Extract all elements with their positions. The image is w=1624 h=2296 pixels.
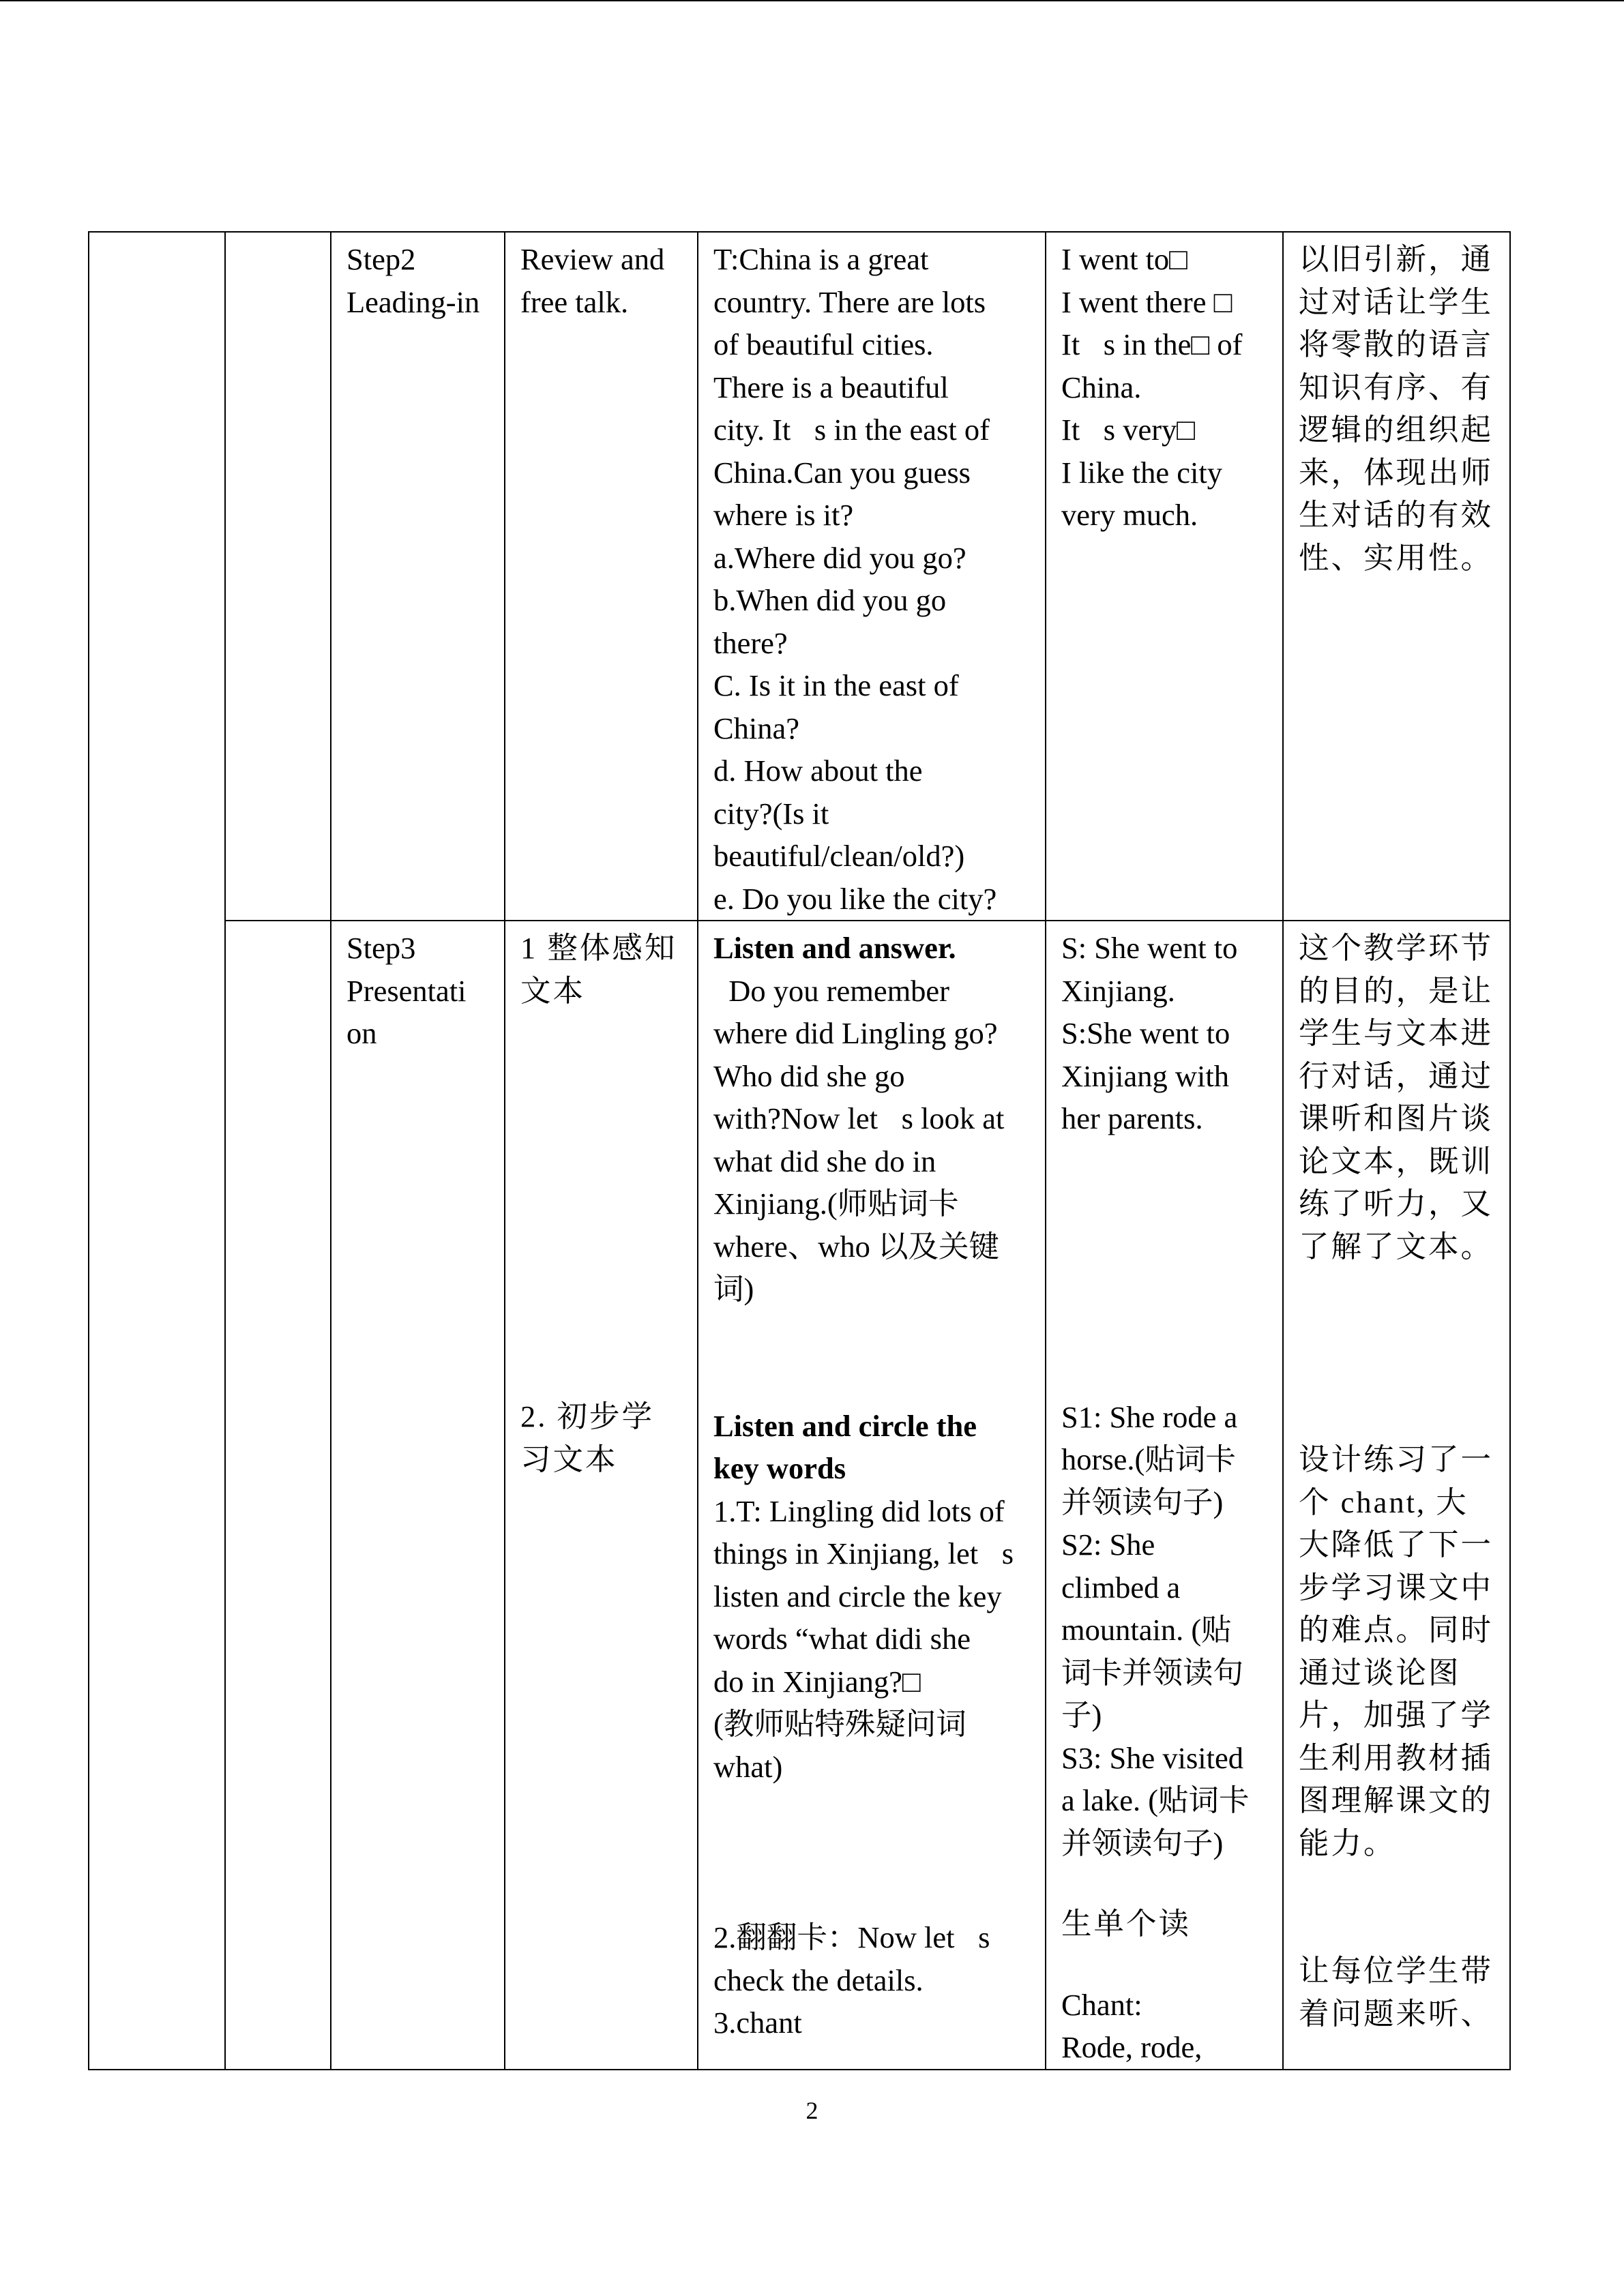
student-line: I went there □ — [1061, 284, 1232, 319]
purpose-line: 让每位学生带 — [1299, 1954, 1494, 1988]
step-cell — [331, 921, 505, 2070]
student-line: S3: She visited — [1061, 1740, 1244, 1775]
teacher-line: beautiful/clean/old?) — [713, 839, 965, 873]
teacher-line: China? — [713, 711, 800, 745]
teacher-line: There is a beautiful — [713, 370, 949, 404]
teacher-line: a.Where did you go? — [713, 540, 966, 575]
teacher-line: e. Do you like the city? — [713, 881, 997, 916]
teacher-line: d. How about the — [713, 754, 923, 788]
purpose-line: 能力。 — [1299, 1825, 1396, 1860]
purpose-line: 这个教学环节 — [1299, 931, 1494, 965]
student-line: S1: She rode a — [1061, 1399, 1238, 1434]
purpose-line: 将零散的语言 — [1299, 327, 1494, 361]
teacher-line: where、who 以及关键 — [713, 1229, 999, 1264]
step-label: Presentati — [346, 973, 467, 1008]
task-heading: Listen and answer. — [713, 931, 956, 965]
purpose-line: 片，加强了学 — [1299, 1698, 1494, 1732]
purpose-line: 步学习课文中 — [1299, 1570, 1494, 1605]
student-line: Rode, rode, — [1061, 2030, 1202, 2064]
student-line: Xinjiang with — [1061, 1058, 1229, 1093]
teacher-line: C. Is it in the east of — [713, 668, 959, 702]
teacher-activity-cell — [698, 921, 1046, 2070]
purpose-line: 生利用教材插 — [1299, 1740, 1494, 1775]
student-line: 并领读句子) — [1061, 1485, 1224, 1519]
step-label: Leading-in — [346, 284, 480, 319]
student-line: It s very□ — [1061, 413, 1179, 447]
task-heading: Listen and circle the — [713, 1408, 977, 1443]
activity-line: 习文本 — [520, 1442, 618, 1476]
teacher-line: 3.chant — [713, 2006, 802, 2040]
student-line: S2: She — [1061, 1527, 1155, 1562]
teacher-line: with?Now let s look at — [713, 1101, 988, 1135]
activity-cell — [505, 921, 698, 2070]
purpose-line: 以旧引新，通 — [1299, 242, 1494, 276]
purpose-line: 设计练习了一 — [1299, 1442, 1494, 1476]
purpose-line: 来，体现出师 — [1299, 455, 1494, 490]
purpose-line: 通过谈论图 — [1299, 1655, 1461, 1690]
step-label: Step2 — [346, 242, 416, 276]
table-row-step3 — [89, 921, 1510, 2070]
teacher-line: 2.翻翻卡：Now let s — [713, 1920, 974, 1954]
teacher-line: China.Can you guess — [713, 455, 971, 490]
activity-line: 2. 初步学 — [520, 1399, 655, 1433]
student-line: climbed a — [1061, 1570, 1181, 1605]
activity-line: free talk. — [520, 284, 629, 319]
blank-cell — [225, 232, 331, 921]
teacher-line: city?(Is it — [713, 796, 829, 831]
step-label: on — [346, 1016, 377, 1050]
activity-line: 文本 — [520, 973, 586, 1008]
teacher-line: city. It s in the east of — [713, 413, 974, 447]
student-line: It s in the□ of — [1061, 327, 1226, 361]
activity-line: 1 整体感知 — [520, 931, 677, 965]
purpose-line: 图理解课文的 — [1299, 1783, 1494, 1817]
teacher-line: where is it? — [713, 498, 854, 532]
student-line: a lake. (贴词卡 — [1061, 1783, 1250, 1817]
teacher-line: listen and circle the key — [713, 1579, 1002, 1613]
teacher-line: where did Lingling go? — [713, 1016, 998, 1050]
purpose-line: 练了听力，又 — [1299, 1187, 1494, 1221]
lesson-plan-table — [88, 231, 1511, 2070]
teacher-line: what) — [713, 1749, 783, 1784]
purpose-line: 课听和图片谈 — [1299, 1101, 1494, 1135]
student-line: mountain. (贴 — [1061, 1613, 1232, 1647]
student-activity-cell — [1046, 232, 1283, 921]
teacher-line: country. There are lots — [713, 284, 986, 319]
teacher-line: Who did she go — [713, 1058, 905, 1093]
teacher-line: there? — [713, 625, 788, 660]
student-line: I like the city — [1061, 455, 1223, 490]
teacher-line: 1.T: Lingling did lots of — [713, 1493, 1005, 1528]
student-line: Chant: — [1061, 1987, 1142, 2022]
teacher-line: words “what didi she — [713, 1622, 971, 1656]
purpose-line: 的目的，是让 — [1299, 973, 1494, 1008]
student-line: China. — [1061, 370, 1142, 404]
teacher-line: of beautiful cities. — [713, 327, 934, 361]
design-purpose-cell — [1283, 232, 1510, 921]
teacher-line: Do you remember — [713, 973, 950, 1008]
purpose-line: 学生与文本进 — [1299, 1016, 1494, 1050]
student-line: S:She went to — [1061, 1016, 1230, 1050]
teacher-line: what did she do in — [713, 1144, 936, 1178]
teacher-line: b.When did you go — [713, 583, 947, 617]
teacher-line: T:China is a great — [713, 242, 929, 276]
step-label: Step3 — [346, 931, 416, 965]
student-line: 子) — [1061, 1698, 1102, 1732]
teacher-line: check the details. — [713, 1963, 924, 1997]
page-top-edge — [0, 0, 1624, 1]
student-activity-cell — [1046, 921, 1283, 2070]
student-line: her parents. — [1061, 1101, 1203, 1135]
student-line: 生单个读 — [1061, 1907, 1192, 1941]
table-row-step2 — [89, 232, 1510, 921]
purpose-line: 过对话让学生 — [1299, 284, 1494, 319]
teacher-activity-cell — [698, 232, 1046, 921]
purpose-line: 个 chant, 大 — [1299, 1485, 1468, 1519]
purpose-line: 了解了文本。 — [1299, 1229, 1494, 1264]
teacher-line: do in Xinjiang?□ — [713, 1664, 921, 1699]
teacher-line: 词) — [713, 1272, 754, 1306]
design-purpose-cell — [1283, 921, 1510, 2070]
purpose-line: 着问题来听、 — [1299, 1996, 1494, 2031]
student-line: very much. — [1061, 498, 1198, 532]
student-line: horse.(贴词卡 — [1061, 1442, 1236, 1476]
student-line: I went to□ — [1061, 242, 1188, 276]
purpose-line: 的难点。同时 — [1299, 1613, 1494, 1647]
student-line: S: She went to — [1061, 931, 1238, 965]
step-cell — [331, 232, 505, 921]
purpose-line: 论文本，既训 — [1299, 1144, 1494, 1178]
blank-column-1 — [89, 232, 225, 2070]
activity-line: Review and — [520, 242, 665, 276]
teacher-line: (教师贴特殊疑问词 — [713, 1707, 966, 1741]
blank-cell — [225, 921, 331, 2070]
teacher-line: things in Xinjiang, let s — [713, 1536, 998, 1570]
page-number: 2 — [806, 2097, 818, 2124]
purpose-line: 生对话的有效 — [1299, 498, 1494, 532]
purpose-line: 性、实用性。 — [1299, 540, 1494, 575]
student-line: Xinjiang. — [1061, 973, 1175, 1008]
purpose-line: 知识有序、有 — [1299, 370, 1494, 404]
teacher-line: Xinjiang.(师贴词卡 — [713, 1187, 959, 1221]
activity-cell — [505, 232, 698, 921]
student-line: 并领读句子) — [1061, 1825, 1224, 1860]
task-heading: key words — [713, 1451, 846, 1485]
purpose-line: 行对话，通过 — [1299, 1058, 1494, 1093]
student-line: 词卡并领读句 — [1061, 1655, 1244, 1690]
purpose-line: 大降低了下一 — [1299, 1527, 1494, 1562]
purpose-line: 逻辑的组织起 — [1299, 413, 1494, 447]
